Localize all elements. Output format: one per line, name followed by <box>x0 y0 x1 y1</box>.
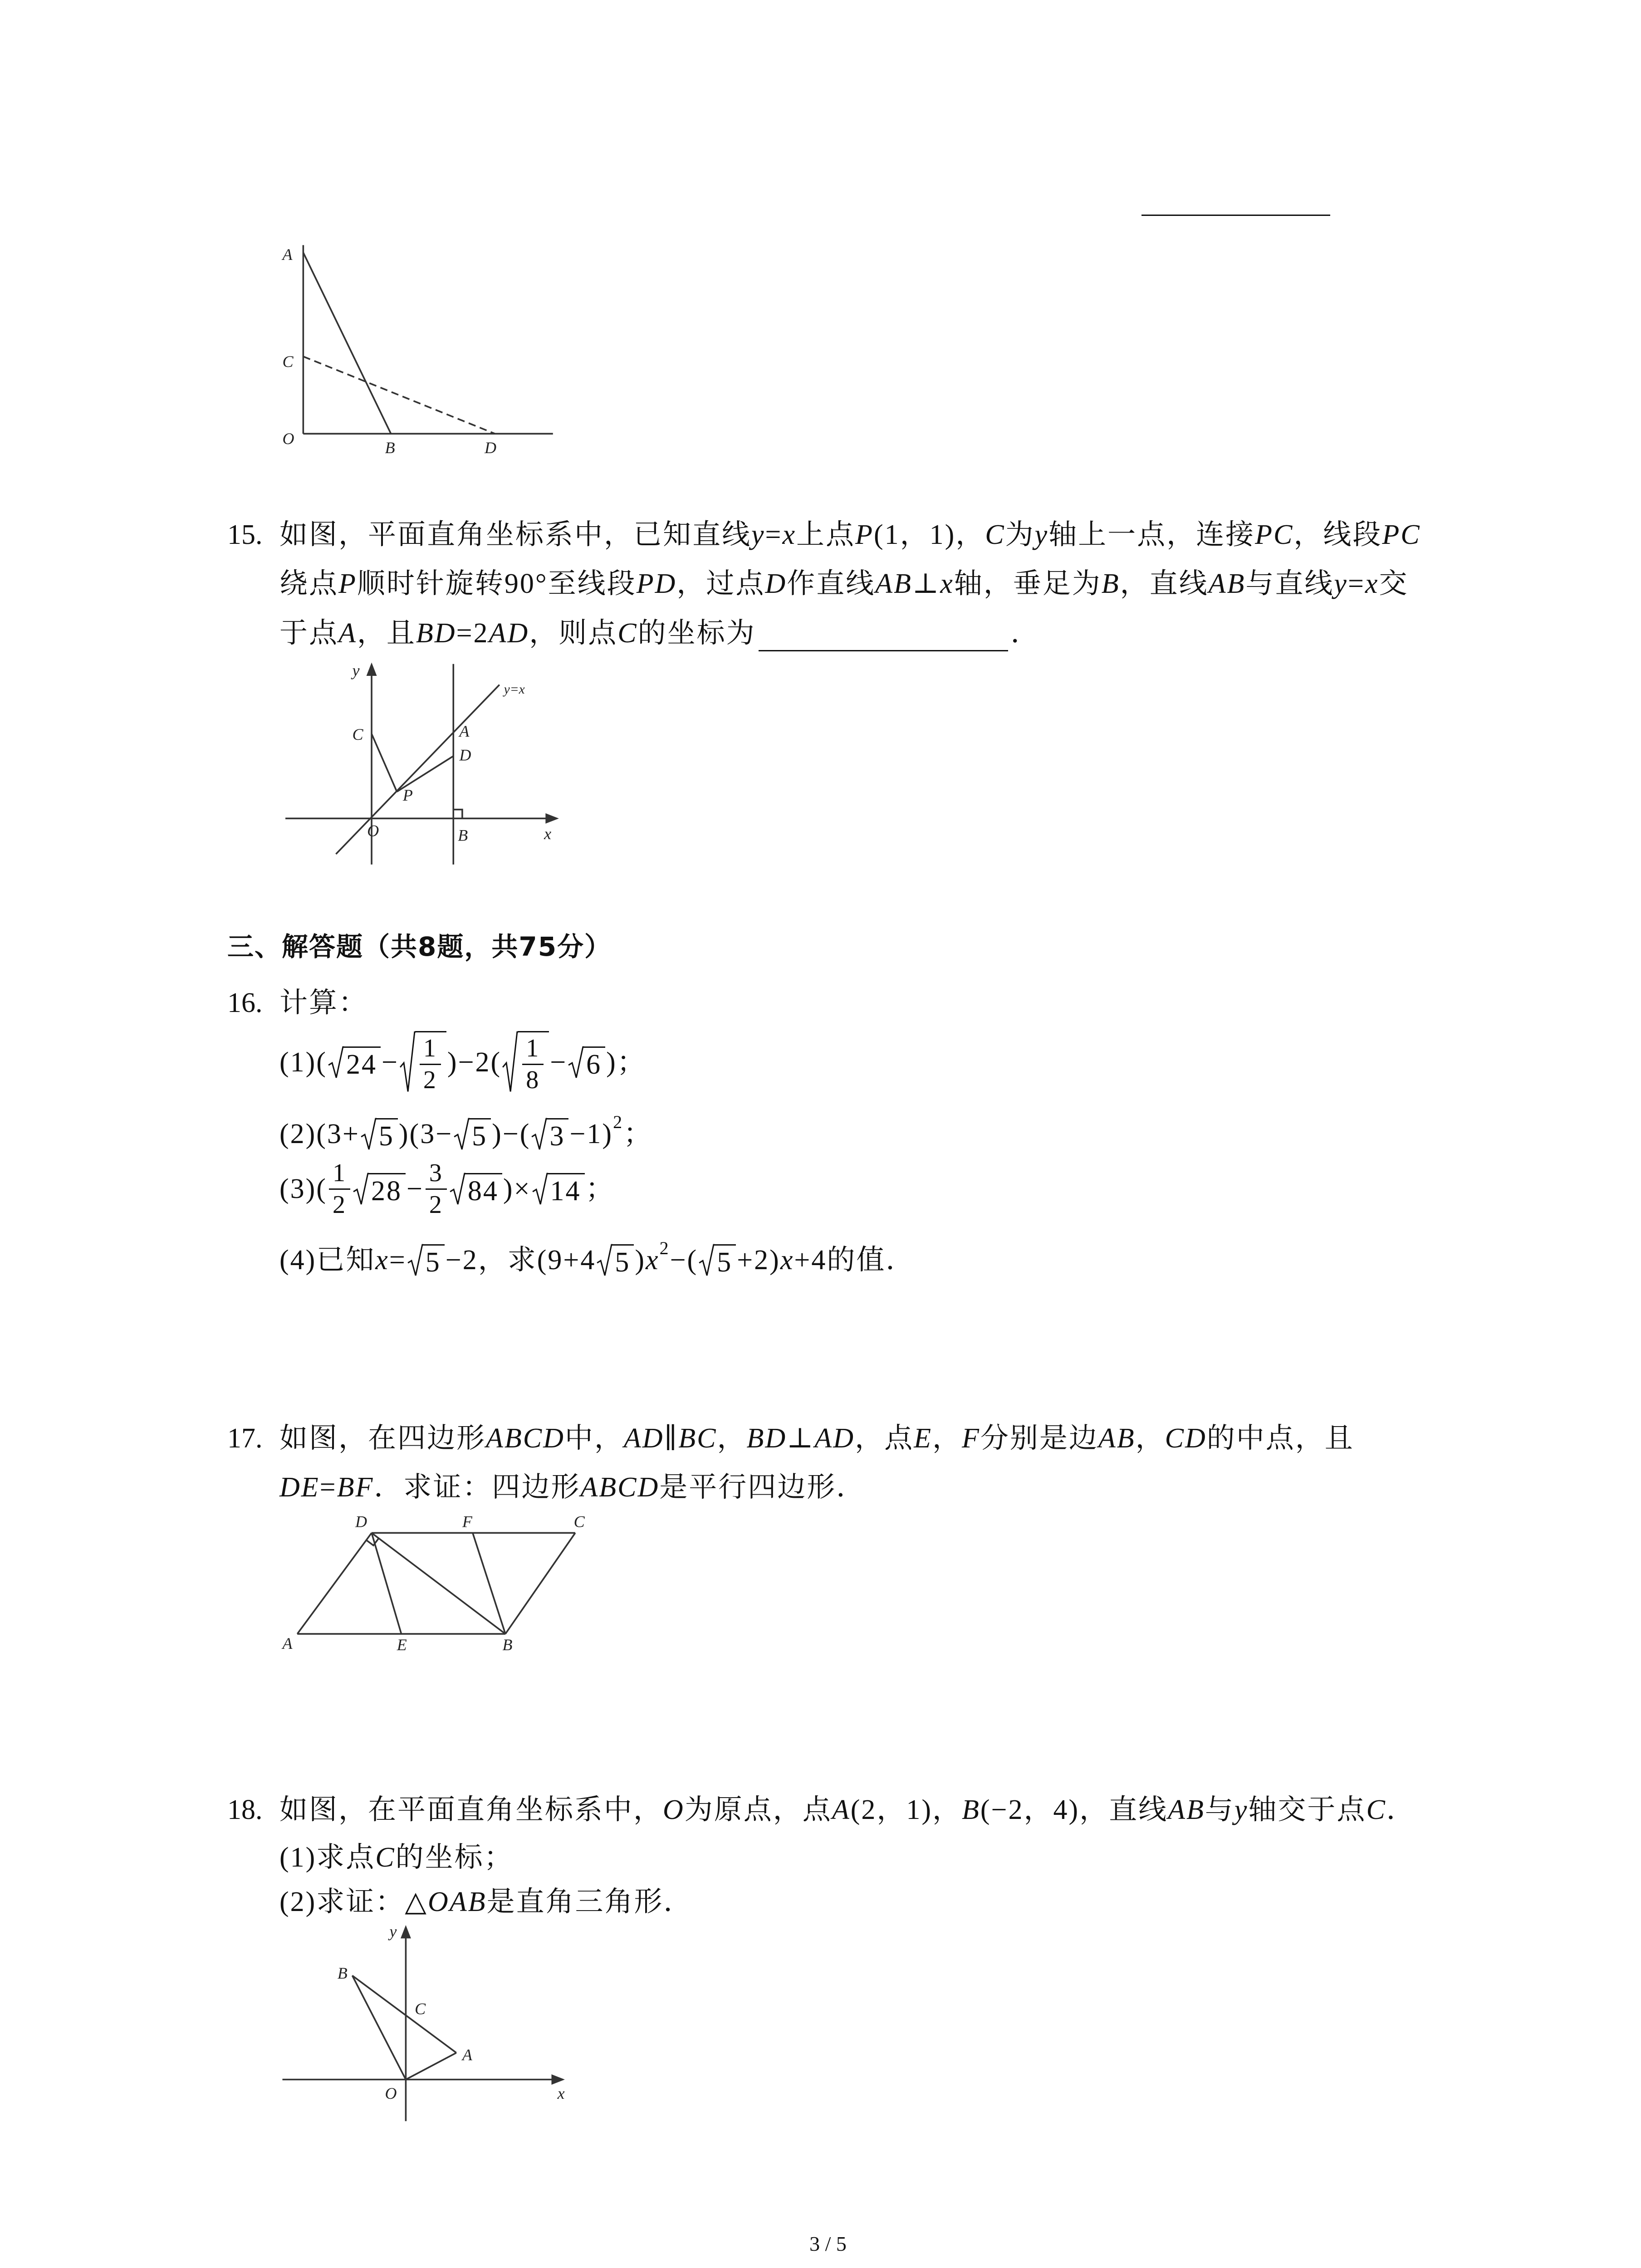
x-axis-arrow-icon <box>545 813 558 824</box>
text-run: )(3− <box>398 1119 453 1149</box>
axis-label-y: y <box>389 1922 397 1941</box>
right-angle-mark <box>453 810 462 819</box>
text-run: = <box>389 1245 407 1276</box>
point-label-d: D <box>355 1512 367 1531</box>
math-variable: AB <box>1098 1423 1136 1454</box>
radicand: 5 <box>425 1246 441 1278</box>
math-variable: A <box>832 1794 851 1825</box>
figure-q18 <box>282 1922 564 2121</box>
section-heading: 三、解答题（共8题，共75分） <box>227 931 612 962</box>
text-run: ， <box>1135 1423 1165 1454</box>
text-run: 上点 <box>796 519 856 550</box>
side-bc <box>505 1533 575 1634</box>
text-run: ， <box>717 1423 747 1454</box>
text-run: +4的值． <box>794 1245 916 1276</box>
math-variable: B <box>961 1794 980 1825</box>
text-run: ，则点 <box>529 618 618 649</box>
radicand: 24 <box>346 1049 377 1080</box>
text-run: ，线段 <box>1293 519 1382 550</box>
question-number: 18. <box>227 1794 263 1825</box>
math-variable: E <box>914 1423 932 1454</box>
radicand: 5 <box>472 1120 488 1152</box>
axis-label-y: y <box>352 661 360 679</box>
text-run: )； <box>606 1047 647 1078</box>
text-run: − <box>550 1047 568 1078</box>
text-run: (−2，4)，直线 <box>980 1794 1168 1825</box>
math-variable: y <box>1234 1794 1249 1825</box>
text-run: 作直线 <box>787 568 876 599</box>
text-run: = <box>1347 568 1365 599</box>
math-variable: ABCD <box>486 1423 565 1454</box>
math-variable: x <box>940 568 954 599</box>
superscript: 2 <box>613 1112 624 1132</box>
text-run: ．求证：四边形 <box>374 1472 581 1503</box>
point-label-b: B <box>337 1964 348 1982</box>
superscript: 2 <box>659 1238 670 1258</box>
text-run: ，直线 <box>1120 568 1209 599</box>
text-run: 的坐标为 <box>637 618 756 649</box>
text-run: (2，1)， <box>850 1794 962 1825</box>
text-run: ； <box>623 1119 653 1149</box>
point-label-a: A <box>462 2045 472 2064</box>
text-run: 与直线 <box>1245 568 1334 599</box>
text-run: 是直角三角形． <box>486 1887 693 1917</box>
point-label-f: F <box>462 1512 472 1531</box>
text-run: (4)已知 <box>279 1245 376 1276</box>
math-variable: AD <box>814 1423 855 1454</box>
math-variable: B <box>1101 568 1120 599</box>
point-label-a: A <box>459 722 470 741</box>
text-run: 顺时针旋转90°至线段 <box>357 568 637 599</box>
radicand: 6 <box>586 1049 602 1080</box>
numerator: 3 <box>426 1160 447 1190</box>
question-number: 16. <box>227 987 263 1018</box>
text-run: 中， <box>564 1423 624 1454</box>
text-run: 于点 <box>279 618 339 649</box>
text-run: ) <box>635 1245 646 1276</box>
radicand: 5 <box>717 1246 733 1278</box>
math-variable: A <box>338 618 357 649</box>
math-variable: O <box>663 1794 685 1825</box>
text-run: 的坐标； <box>395 1842 514 1873</box>
math-variable: C <box>375 1842 396 1873</box>
math-variable: x <box>375 1245 389 1276</box>
math-variable: AB <box>875 568 912 599</box>
text-run: 是平行四边形． <box>659 1472 866 1503</box>
point-label-c: C <box>282 352 294 371</box>
math-variable: PD <box>636 568 677 599</box>
radicand: 84 <box>467 1175 499 1207</box>
segment-cp <box>372 734 397 792</box>
text-run: 分别是边 <box>980 1423 1098 1454</box>
math-variable: AD <box>623 1423 664 1454</box>
text-run: 为 <box>1005 519 1035 550</box>
point-label-d: D <box>459 746 471 764</box>
text-run: ． <box>1386 1794 1416 1825</box>
text-run: ⊥ <box>787 1423 815 1454</box>
text-run: 如图，在平面直角坐标系中， <box>279 1794 663 1825</box>
math-variable: C <box>1366 1794 1386 1825</box>
text-run: ． <box>1010 618 1040 649</box>
text-run: 绕点 <box>279 568 339 599</box>
math-variable: x <box>782 519 797 550</box>
segment-ba <box>352 1975 456 2053</box>
text-run: −( <box>670 1245 698 1276</box>
text-run: ∥ <box>664 1423 679 1454</box>
point-label-b: B <box>502 1636 513 1654</box>
math-variable: ABCD <box>580 1472 660 1503</box>
point-label-o: O <box>282 430 294 448</box>
line-label-y-equals-x: y=x <box>504 682 525 697</box>
math-variable: P <box>338 568 357 599</box>
point-label-d: D <box>485 438 497 457</box>
segment-cd-dashed <box>303 357 495 434</box>
math-variable: AB <box>1168 1794 1205 1825</box>
text-run: 交 <box>1379 568 1409 599</box>
point-label-c: C <box>352 725 363 743</box>
radicand: 28 <box>371 1175 402 1207</box>
text-run: +2) <box>737 1245 780 1276</box>
point-label-a: A <box>282 1634 293 1652</box>
radicand: 3 <box>549 1120 565 1152</box>
math-variable: x <box>1365 568 1379 599</box>
math-variable: F <box>961 1423 980 1454</box>
figure-q17 <box>281 1512 585 1654</box>
right-angle-mark <box>366 1538 379 1545</box>
text-run: 轴上一点，连接 <box>1048 519 1255 550</box>
text-run: (3)( <box>279 1173 327 1204</box>
text-run: 的中点，且 <box>1206 1423 1354 1454</box>
point-label-o: O <box>385 2084 397 2103</box>
math-variable: AB <box>1208 568 1246 599</box>
question-prompt: 计算： <box>279 987 368 1018</box>
denominator: 2 <box>332 1190 347 1219</box>
point-label-c: C <box>573 1512 585 1531</box>
diagonal-db <box>372 1533 505 1634</box>
math-variable: BF <box>337 1472 374 1503</box>
point-label-e: E <box>397 1636 407 1654</box>
numerator: 1 <box>329 1160 350 1190</box>
text-run: ，且 <box>357 618 416 649</box>
page-number: 3 / 5 <box>809 2232 847 2255</box>
text-run: = <box>319 1472 337 1503</box>
math-variable: P <box>855 519 874 550</box>
text-run: 为原点，点 <box>684 1794 832 1825</box>
text-run: 如图，平面直角坐标系中，已知直线 <box>279 519 752 550</box>
segment-de <box>372 1533 402 1634</box>
y-axis-arrow-icon <box>401 1925 411 1938</box>
text-run: −2，求(9+4 <box>445 1245 596 1276</box>
point-label-o: O <box>367 821 379 840</box>
y-axis-arrow-icon <box>367 662 377 675</box>
numerator: 1 <box>522 1035 544 1065</box>
segment-ob <box>352 1975 406 2079</box>
text-run: ，过点 <box>676 568 765 599</box>
math-variable: DE <box>279 1472 320 1503</box>
point-label-c: C <box>415 1999 426 2018</box>
point-label-a: A <box>282 245 293 264</box>
math-variable: PC <box>1382 519 1421 550</box>
math-variable: x <box>646 1245 660 1276</box>
text-run: ⊥ <box>912 568 941 599</box>
question-number: 15. <box>227 519 263 550</box>
text-run: 如图，在四边形 <box>279 1423 486 1454</box>
question-number: 17. <box>227 1423 263 1454</box>
math-variable: x <box>780 1245 794 1276</box>
math-variable: y <box>751 519 765 550</box>
text-run: (2)(3+ <box>279 1119 360 1149</box>
line-y-equals-x <box>336 685 499 854</box>
math-variable: PC <box>1255 519 1294 550</box>
text-run: )−( <box>492 1119 531 1149</box>
text-run: 轴，垂足为 <box>954 568 1102 599</box>
math-variable: y <box>1034 519 1049 550</box>
text-run: (1)求点 <box>279 1842 376 1873</box>
text-run: (2)求证：△ <box>279 1887 428 1917</box>
point-label-b: B <box>458 826 468 845</box>
text-run: 轴交于点 <box>1248 1794 1367 1825</box>
text-run: )−2( <box>447 1047 502 1078</box>
text-run: ； <box>585 1173 615 1204</box>
side-ad <box>297 1533 372 1634</box>
denominator: 8 <box>526 1066 540 1094</box>
math-variable: D <box>765 568 787 599</box>
denominator: 2 <box>429 1190 443 1219</box>
text-run: ，点 <box>855 1423 914 1454</box>
math-variable: BD <box>416 618 456 649</box>
point-label-b: B <box>385 438 395 457</box>
figure-q14 <box>281 245 553 456</box>
point-label-p: P <box>402 786 413 805</box>
text-run: ， <box>932 1423 962 1454</box>
math-variable: OAB <box>427 1887 487 1917</box>
radicand: 14 <box>550 1175 581 1207</box>
x-axis-arrow-icon <box>551 2074 564 2085</box>
math-variable: C <box>617 618 638 649</box>
text-run: =2 <box>456 618 489 649</box>
radicand: 5 <box>378 1120 394 1152</box>
text-run: − <box>381 1047 399 1078</box>
segment-fb <box>473 1533 505 1634</box>
text-run: 与 <box>1205 1794 1234 1825</box>
math-variable: C <box>985 519 1005 550</box>
text-run: (1)( <box>279 1047 327 1078</box>
text-run: )× <box>503 1173 531 1204</box>
math-variable: BC <box>678 1423 717 1454</box>
math-variable: AD <box>489 618 529 649</box>
segment-ab <box>303 253 391 434</box>
text-run: = <box>765 519 783 550</box>
axis-label-x: x <box>544 825 552 843</box>
axis-label-x: x <box>557 2084 565 2103</box>
segment-oa <box>406 2053 456 2080</box>
text-run: (1，1)， <box>873 519 985 550</box>
radicand: 5 <box>615 1246 631 1278</box>
denominator: 2 <box>423 1066 437 1094</box>
text-run: −1) <box>569 1119 613 1149</box>
math-variable: y <box>1334 568 1348 599</box>
numerator: 1 <box>420 1035 441 1065</box>
math-variable: BD <box>746 1423 787 1454</box>
math-variable: CD <box>1165 1423 1207 1454</box>
text-run: − <box>406 1173 424 1204</box>
figure-q15 <box>285 661 559 865</box>
